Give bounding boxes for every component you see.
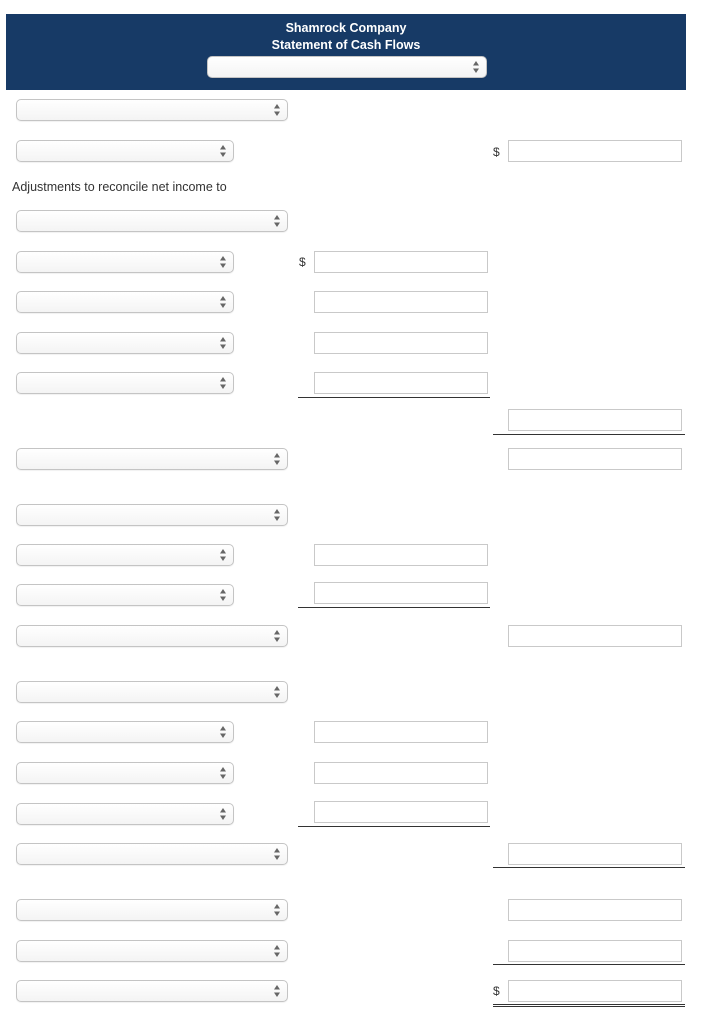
- amount-input[interactable]: [508, 140, 682, 162]
- line-item-select[interactable]: [16, 762, 234, 784]
- line-item-select[interactable]: [16, 504, 288, 526]
- subtotal-rule: [493, 434, 685, 435]
- dollar-sign: $: [493, 145, 500, 159]
- select-arrows-icon: [273, 452, 281, 466]
- period-select[interactable]: [207, 56, 487, 78]
- select-arrows-icon: [219, 255, 227, 269]
- line-item-select[interactable]: [16, 681, 288, 703]
- amount-input[interactable]: [508, 843, 682, 865]
- amount-input[interactable]: [508, 940, 682, 962]
- line-item-select[interactable]: [16, 803, 234, 825]
- amount-input[interactable]: [314, 544, 488, 566]
- line-item-select[interactable]: [16, 843, 288, 865]
- select-arrows-icon: [273, 629, 281, 643]
- amount-input[interactable]: [314, 801, 488, 823]
- select-arrows-icon: [273, 847, 281, 861]
- line-item-select[interactable]: [16, 251, 234, 273]
- line-item-select[interactable]: [16, 980, 288, 1002]
- select-arrows-icon: [472, 60, 480, 74]
- subtotal-rule: [493, 867, 685, 868]
- select-arrows-icon: [219, 588, 227, 602]
- amount-input[interactable]: [508, 409, 682, 431]
- select-arrows-icon: [273, 903, 281, 917]
- select-arrows-icon: [219, 376, 227, 390]
- amount-input[interactable]: [314, 251, 488, 273]
- subtotal-rule: [298, 826, 490, 827]
- select-arrows-icon: [219, 766, 227, 780]
- select-arrows-icon: [219, 725, 227, 739]
- total-amount-input[interactable]: [508, 980, 682, 1002]
- line-item-select[interactable]: [16, 332, 234, 354]
- select-arrows-icon: [273, 944, 281, 958]
- amount-input[interactable]: [314, 291, 488, 313]
- line-item-select[interactable]: [16, 625, 288, 647]
- line-item-select[interactable]: [16, 584, 234, 606]
- line-item-select[interactable]: [16, 448, 288, 470]
- statement-title: Statement of Cash Flows: [271, 38, 421, 52]
- line-item-select[interactable]: [16, 544, 234, 566]
- line-item-select[interactable]: [16, 291, 234, 313]
- amount-input[interactable]: [508, 448, 682, 470]
- line-item-select[interactable]: [16, 372, 234, 394]
- adjustments-label: Adjustments to reconcile net income to: [12, 180, 227, 194]
- company-name: Shamrock Company: [285, 21, 407, 35]
- dollar-sign: $: [299, 255, 306, 269]
- select-arrows-icon: [219, 548, 227, 562]
- line-item-select[interactable]: [16, 940, 288, 962]
- amount-input[interactable]: [314, 762, 488, 784]
- amount-input[interactable]: [314, 372, 488, 394]
- amount-input[interactable]: [508, 625, 682, 647]
- select-arrows-icon: [219, 144, 227, 158]
- select-arrows-icon: [219, 336, 227, 350]
- statement-header: [6, 14, 686, 90]
- dollar-sign: $: [493, 984, 500, 998]
- amount-input[interactable]: [314, 582, 488, 604]
- line-item-select[interactable]: [16, 210, 288, 232]
- select-arrows-icon: [219, 807, 227, 821]
- line-item-select[interactable]: [16, 140, 234, 162]
- subtotal-rule: [298, 607, 490, 608]
- amount-input[interactable]: [508, 899, 682, 921]
- subtotal-rule: [493, 964, 685, 965]
- select-arrows-icon: [273, 984, 281, 998]
- subtotal-rule: [298, 397, 490, 398]
- select-arrows-icon: [273, 508, 281, 522]
- amount-input[interactable]: [314, 721, 488, 743]
- total-double-rule: [493, 1004, 685, 1007]
- line-item-select[interactable]: [16, 721, 234, 743]
- line-item-select[interactable]: [16, 99, 288, 121]
- select-arrows-icon: [273, 214, 281, 228]
- select-arrows-icon: [219, 295, 227, 309]
- amount-input[interactable]: [314, 332, 488, 354]
- select-arrows-icon: [273, 103, 281, 117]
- select-arrows-icon: [273, 685, 281, 699]
- line-item-select[interactable]: [16, 899, 288, 921]
